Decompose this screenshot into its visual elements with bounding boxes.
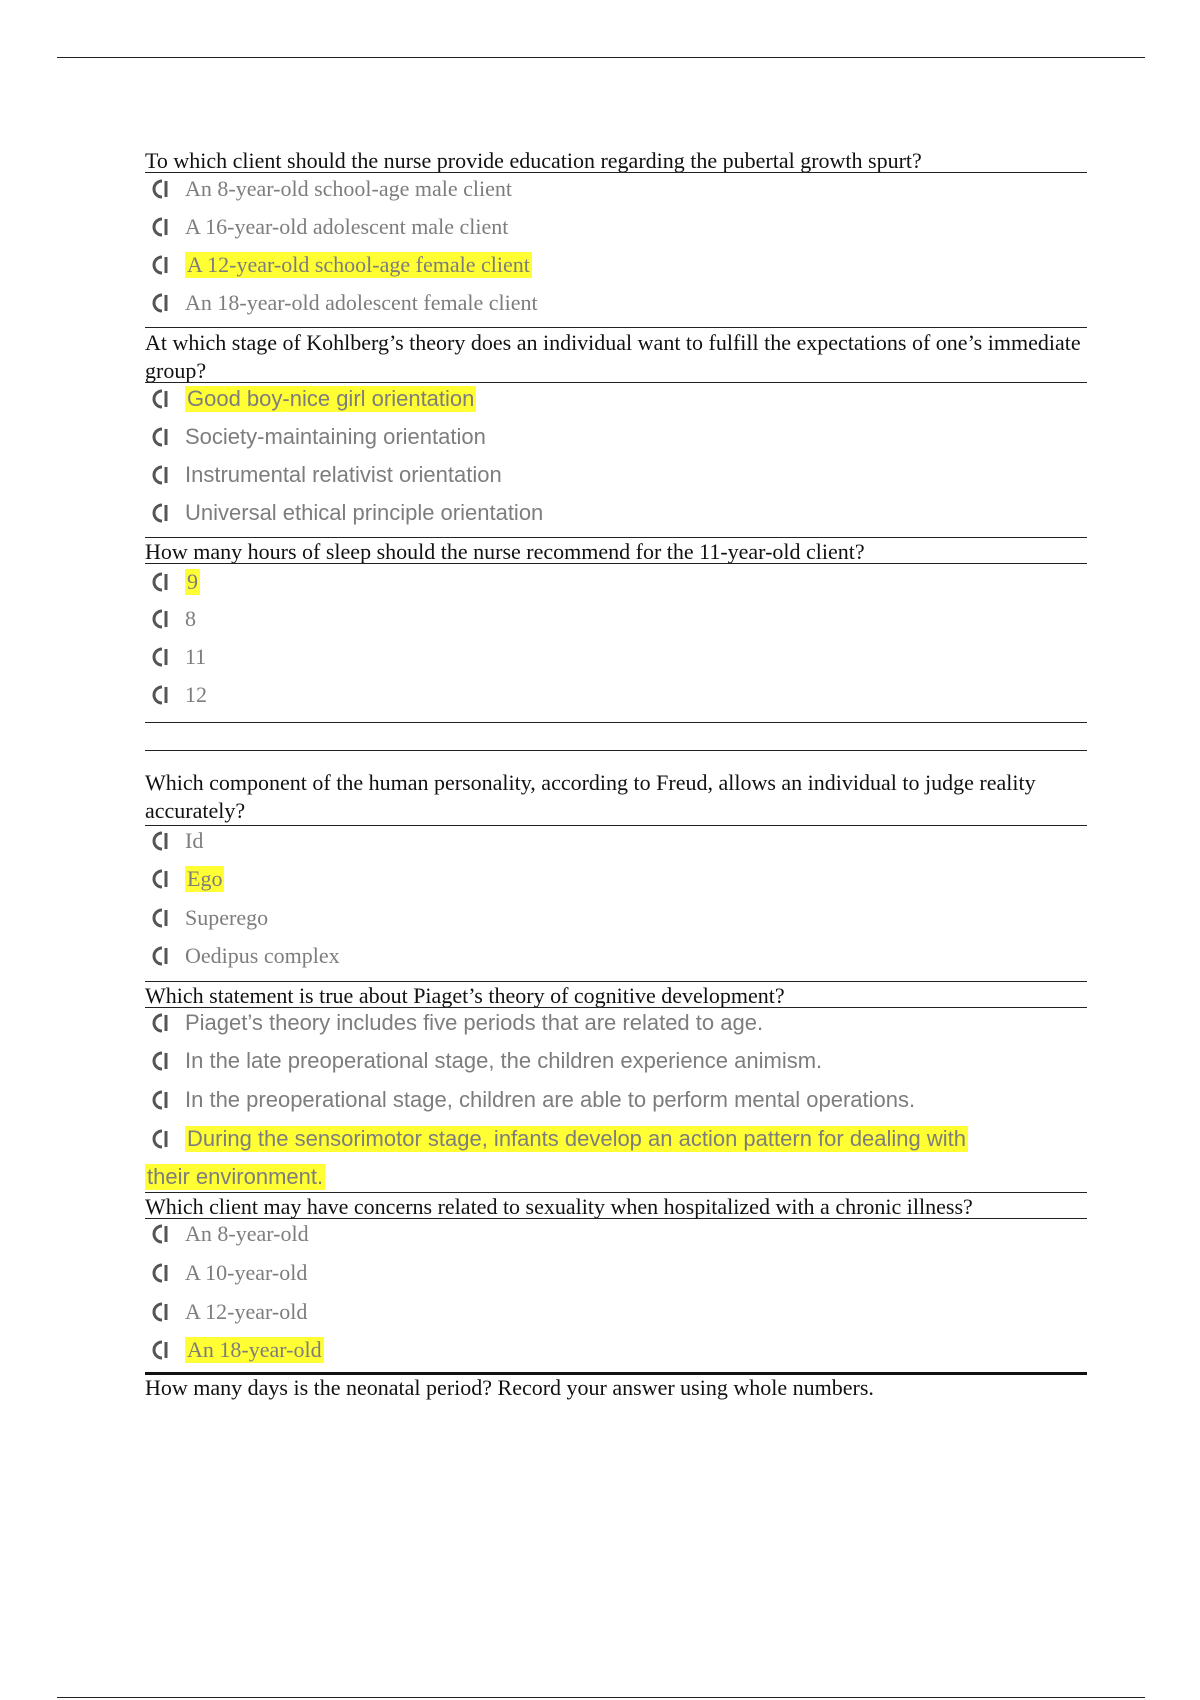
q5-option-2-label: In the late preoperational stage, the children experience animism. <box>185 1048 823 1073</box>
q5-option-1[interactable] <box>145 1008 763 1038</box>
q6-option-3-label: A 12-year-old <box>185 1299 308 1324</box>
question-4-text: Which component of the human personality, according to Freud, allows an individual to judge reality accurately? <box>145 770 1036 823</box>
q3-option-2-label: 8 <box>185 606 196 631</box>
question-2-top-rule <box>145 327 1087 328</box>
radio-button-icon[interactable] <box>145 828 171 854</box>
question-6-text: Which client may have concerns related to sexuality when hospitalized with a chronic illness? <box>145 1194 973 1219</box>
q6-option-1[interactable] <box>145 1219 309 1249</box>
q1-option-4-label: An 18-year-old adolescent female client <box>185 290 538 315</box>
question-4-rule <box>145 825 1087 826</box>
radio-button-icon[interactable] <box>145 462 171 488</box>
q2-option-3[interactable] <box>145 460 502 490</box>
q5-option-4[interactable] <box>145 1124 968 1154</box>
q2-option-2[interactable] <box>145 422 486 452</box>
question-5-text: Which statement is true about Piaget’s theory of cognitive development? <box>145 983 785 1008</box>
q1-option-3[interactable] <box>145 250 532 280</box>
radio-button-icon[interactable] <box>145 1299 171 1325</box>
radio-button-icon[interactable] <box>145 1260 171 1286</box>
radio-button-icon[interactable] <box>145 1087 171 1113</box>
q4-option-4-label: Oedipus complex <box>185 943 340 968</box>
q1-option-2[interactable] <box>145 212 508 242</box>
radio-button-icon[interactable] <box>145 252 171 278</box>
radio-button-icon[interactable] <box>145 1048 171 1074</box>
question-1-text: To which client should the nurse provide education regarding the pubertal growth spurt? <box>145 148 922 173</box>
q5-option-4-continuation <box>145 1162 325 1192</box>
radio-button-icon[interactable] <box>145 1337 171 1363</box>
q2-option-3-label: Instrumental relativist orientation <box>185 462 502 487</box>
radio-button-icon[interactable] <box>145 424 171 450</box>
radio-button-icon[interactable] <box>145 1010 171 1036</box>
question-3-rule <box>145 563 1087 564</box>
q1-option-1[interactable] <box>145 174 512 204</box>
q3-option-4-label: 12 <box>185 682 207 707</box>
q6-option-4[interactable] <box>145 1335 324 1365</box>
radio-button-icon[interactable] <box>145 1126 171 1152</box>
q4-option-2-label-correct: Ego <box>187 866 223 891</box>
q5-option-1-label: Piaget’s theory includes five periods that are related to age. <box>185 1010 764 1035</box>
radio-button-icon[interactable] <box>145 214 171 240</box>
radio-button-icon[interactable] <box>145 1221 171 1247</box>
radio-button-icon[interactable] <box>145 500 171 526</box>
q2-option-2-label: Society-maintaining orientation <box>185 424 486 449</box>
q4-option-4[interactable] <box>145 941 340 971</box>
radio-button-icon[interactable] <box>145 386 171 412</box>
q6-option-3[interactable] <box>145 1297 307 1327</box>
radio-button-icon[interactable] <box>145 176 171 202</box>
question-7-text: How many days is the neonatal period? Record your answer using whole numbers. <box>145 1375 874 1400</box>
radio-button-icon[interactable] <box>145 290 171 316</box>
radio-button-icon[interactable] <box>145 682 171 708</box>
q5-option-3-label: In the preoperational stage, children are able to perform mental operations. <box>185 1087 916 1112</box>
q3-option-3-label: 11 <box>185 644 207 669</box>
q4-option-3[interactable] <box>145 903 268 933</box>
section-rule-a <box>145 722 1087 723</box>
q5-option-4-label-cont: their environment. <box>147 1164 324 1189</box>
q2-option-4-label: Universal ethical principle orientation <box>185 500 544 525</box>
radio-button-icon[interactable] <box>145 943 171 969</box>
q4-option-1[interactable] <box>145 826 203 856</box>
q4-option-1-label: Id <box>185 828 204 853</box>
radio-button-icon[interactable] <box>145 606 171 632</box>
q6-option-4-label-correct: An 18-year-old <box>187 1337 322 1362</box>
question-1-rule <box>145 172 1087 173</box>
q6-option-1-label: An 8-year-old <box>185 1221 309 1246</box>
q3-option-1-label-correct: 9 <box>187 569 198 594</box>
q3-option-3[interactable] <box>145 642 206 672</box>
q5-option-4-label-correct: During the sensorimotor stage, infants develop an action pattern for dealing with <box>187 1126 967 1151</box>
q2-option-1[interactable] <box>145 384 476 414</box>
q3-option-4[interactable] <box>145 680 207 710</box>
question-2-text: At which stage of Kohlberg’s theory does an individual want to fulfill the expectations of one’s immediate group? <box>145 330 1081 383</box>
q3-option-2[interactable] <box>145 604 196 634</box>
q1-option-1-label: An 8-year-old school-age male client <box>185 176 512 201</box>
q6-option-2[interactable] <box>145 1258 307 1288</box>
question-2-rule <box>145 382 1087 383</box>
question-3-text: How many hours of sleep should the nurse recommend for the 11-year-old client? <box>145 539 865 564</box>
section-rule-b <box>145 750 1087 751</box>
q2-option-4[interactable] <box>145 498 543 528</box>
page-top-rule <box>57 57 1145 58</box>
q2-option-1-label-correct: Good boy-nice girl orientation <box>187 386 475 411</box>
q4-option-2[interactable] <box>145 864 224 894</box>
q5-option-2[interactable] <box>145 1046 822 1076</box>
q1-option-3-label-correct: A 12-year-old school-age female client <box>187 252 530 277</box>
q6-option-2-label: A 10-year-old <box>185 1260 308 1285</box>
q5-option-3[interactable] <box>145 1085 915 1115</box>
radio-button-icon[interactable] <box>145 905 171 931</box>
q1-option-4[interactable] <box>145 288 538 318</box>
page-bottom-rule <box>57 1697 1145 1698</box>
radio-button-icon[interactable] <box>145 569 171 595</box>
q3-option-1[interactable] <box>145 567 200 597</box>
radio-button-icon[interactable] <box>145 866 171 892</box>
radio-button-icon[interactable] <box>145 644 171 670</box>
q1-option-2-label: A 16-year-old adolescent male client <box>185 214 509 239</box>
q4-option-3-label: Superego <box>185 905 269 930</box>
